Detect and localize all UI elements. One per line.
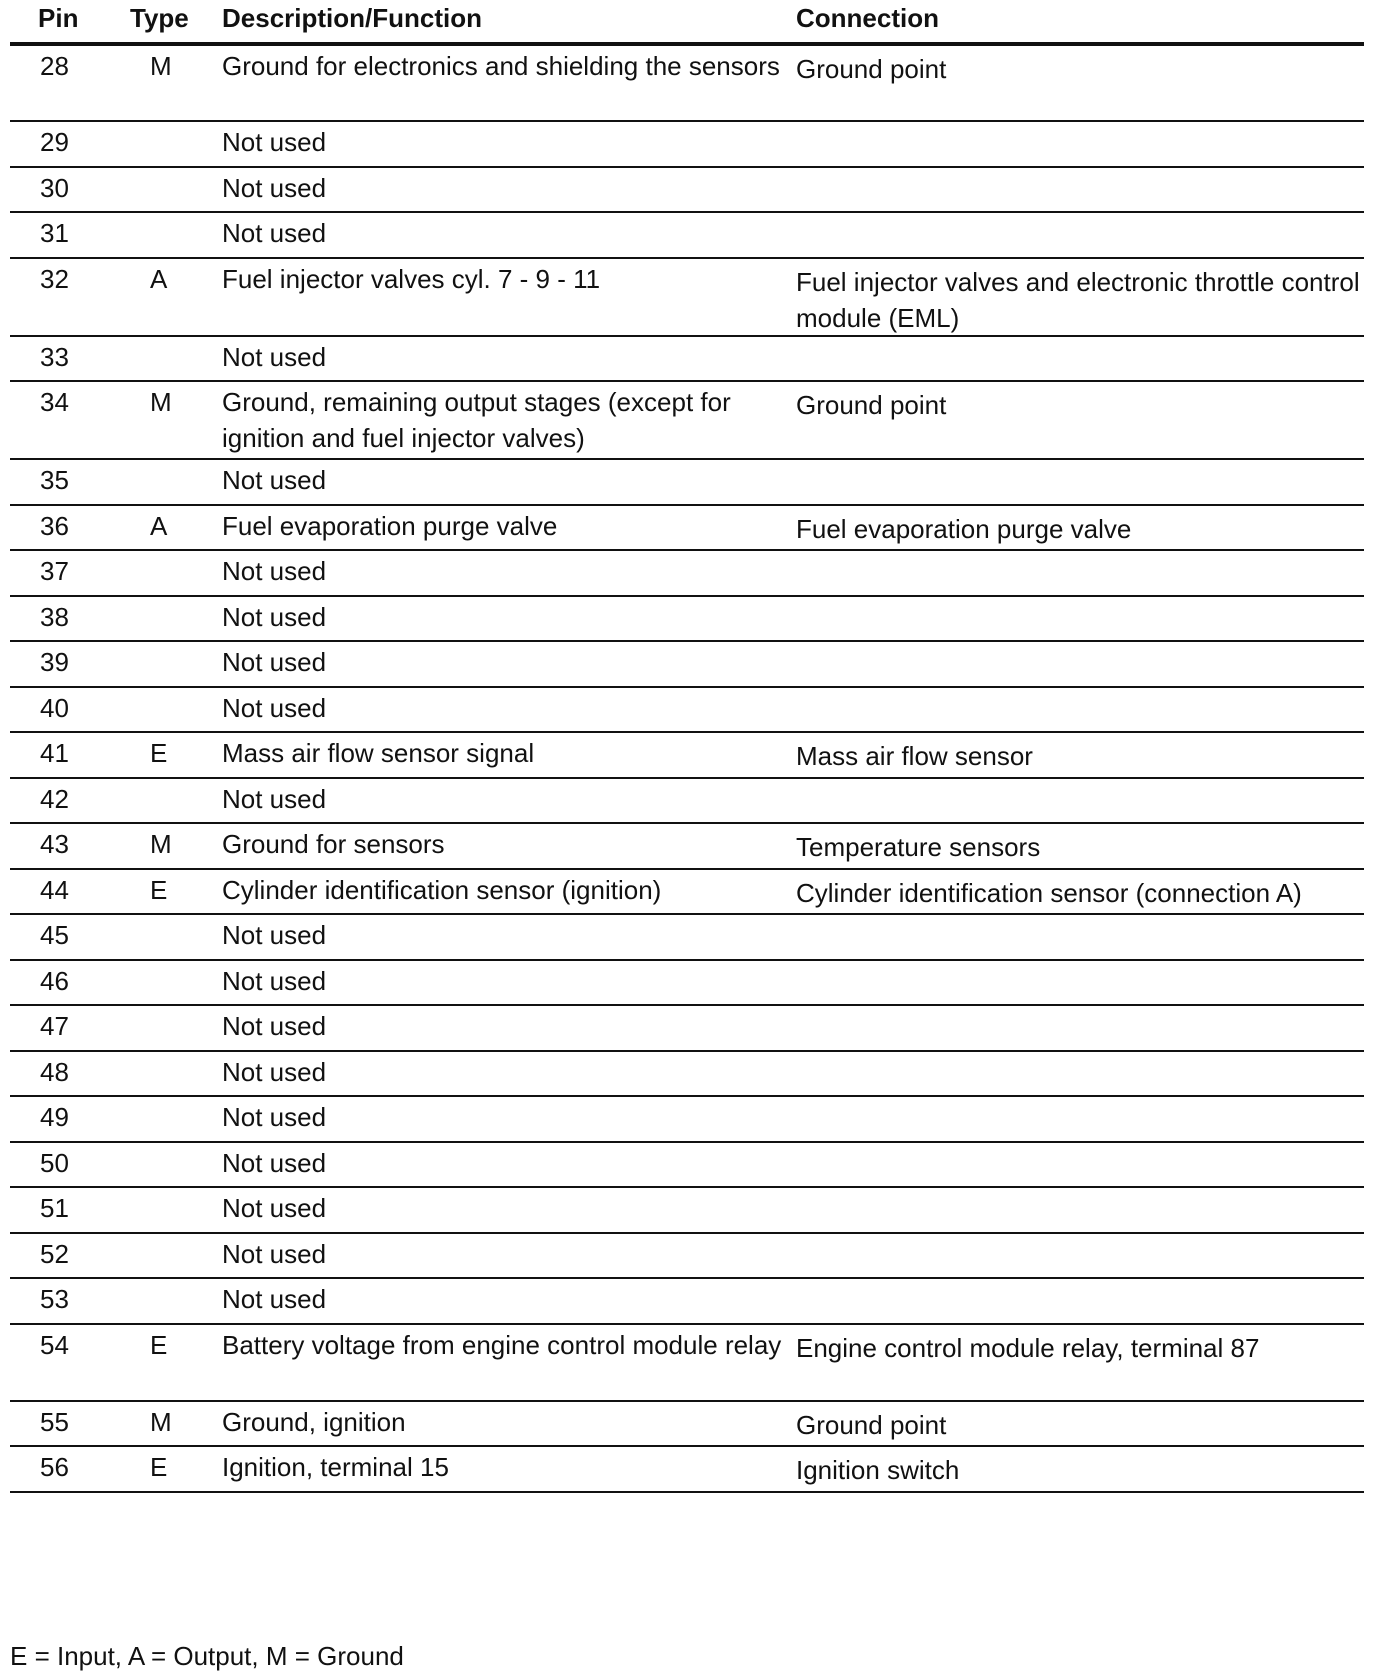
description-cell: Not used <box>222 783 327 814</box>
table-row <box>10 642 1364 688</box>
description-cell: Ground, ignition <box>222 1406 406 1437</box>
table-row <box>10 259 1364 337</box>
table-row <box>10 46 1364 122</box>
pin-cell: 46 <box>40 965 69 996</box>
description-cell: Not used <box>222 1238 327 1269</box>
pin-cell: 53 <box>40 1284 69 1314</box>
header-type: Type <box>130 3 189 33</box>
description-cell: Not used <box>222 556 327 586</box>
table-row <box>10 1402 1364 1448</box>
description-cell: Mass air flow sensor signal <box>222 738 535 768</box>
type-cell: E <box>150 874 168 905</box>
pin-cell: 50 <box>40 1147 69 1178</box>
connection-cell: Ground point <box>796 390 947 420</box>
description-cell: Not used <box>222 920 327 950</box>
description-cell: Ground, remaining output stages (except for ignition and fuel injector valves) <box>222 387 731 453</box>
table-row <box>10 1447 1364 1493</box>
connection-cell: Fuel injector valves and electronic throttle control module (EML) <box>796 266 1360 333</box>
description-cell: Ground for electronics and shielding the sensors <box>222 51 780 81</box>
table-row <box>10 1006 1364 1052</box>
description-cell: Not used <box>222 601 327 632</box>
table-row <box>10 1325 1364 1402</box>
legend: E = Input, A = Output, M = Ground <box>10 1641 404 1671</box>
description-cell: Not used <box>222 1056 327 1087</box>
connection-cell: Cylinder identification sensor (connection A) <box>796 877 1302 908</box>
table-row <box>10 551 1364 597</box>
description-cell: Fuel injector valves cyl. 7 - 9 - 11 <box>222 263 601 294</box>
description-cell: Not used <box>222 1147 327 1178</box>
pin-cell: 32 <box>40 263 69 294</box>
connection-cell: Fuel evaporation purge valve <box>796 513 1132 544</box>
pin-cell: 29 <box>40 127 69 157</box>
type-cell: A <box>150 263 168 294</box>
description-cell: Not used <box>222 127 327 157</box>
table-row <box>10 1188 1364 1234</box>
pin-cell: 56 <box>40 1452 69 1482</box>
pin-cell: 30 <box>40 172 69 203</box>
description-cell: Not used <box>222 692 327 723</box>
description-cell: Fuel evaporation purge valve <box>222 510 558 541</box>
table-body <box>10 46 1364 1493</box>
pin-cell: 45 <box>40 920 69 950</box>
description-cell: Not used <box>222 218 327 248</box>
header-connection: Connection <box>796 3 939 33</box>
connection-cell: Ignition switch <box>796 1455 960 1485</box>
type-cell: M <box>150 51 172 81</box>
pin-cell: 31 <box>40 218 69 248</box>
table-row <box>10 122 1364 168</box>
pin-cell: 49 <box>40 1102 69 1132</box>
connection-cell: Mass air flow sensor <box>796 741 1033 771</box>
description-cell: Not used <box>222 1011 327 1041</box>
description-cell: Not used <box>222 465 327 495</box>
pin-cell: 52 <box>40 1238 69 1269</box>
type-cell: E <box>150 1329 168 1360</box>
table-row <box>10 506 1364 552</box>
description-cell: Not used <box>222 1102 327 1132</box>
connection-cell: Temperature sensors <box>796 832 1041 862</box>
pin-cell: 42 <box>40 783 69 814</box>
pin-cell: 51 <box>40 1193 69 1223</box>
header-pin: Pin <box>38 3 79 33</box>
table-row <box>10 870 1364 916</box>
description-cell: Battery voltage from engine control module relay <box>222 1329 782 1360</box>
pin-cell: 36 <box>40 510 69 541</box>
description-cell: Not used <box>222 965 327 996</box>
type-cell: A <box>150 510 168 541</box>
table-row <box>10 824 1364 870</box>
pin-cell: 41 <box>40 738 69 768</box>
description-cell: Not used <box>222 172 327 203</box>
type-cell: E <box>150 738 168 768</box>
table-row <box>10 382 1364 460</box>
pin-cell: 43 <box>40 829 69 859</box>
table-row <box>10 733 1364 779</box>
pin-cell: 37 <box>40 556 69 586</box>
connection-cell: Engine control module relay, terminal 87 <box>796 1332 1260 1363</box>
pin-cell: 35 <box>40 465 69 495</box>
description-cell: Ignition, terminal 15 <box>222 1452 449 1482</box>
description-cell: Cylinder identification sensor (ignition) <box>222 874 662 905</box>
pin-cell: 40 <box>40 692 69 723</box>
table-row <box>10 1052 1364 1098</box>
pin-cell: 33 <box>40 341 69 372</box>
connection-cell: Ground point <box>796 1409 947 1440</box>
pin-cell: 39 <box>40 647 69 677</box>
type-cell: M <box>150 1406 172 1437</box>
table-row <box>10 1279 1364 1325</box>
table-row <box>10 961 1364 1007</box>
table-row <box>10 779 1364 825</box>
table-row <box>10 337 1364 383</box>
table-row <box>10 1143 1364 1189</box>
pin-cell: 48 <box>40 1056 69 1087</box>
table-row <box>10 1234 1364 1280</box>
description-cell: Not used <box>222 647 327 677</box>
header-description: Description/Function <box>222 3 482 33</box>
table-row <box>10 213 1364 259</box>
table-row <box>10 1097 1364 1143</box>
pin-cell: 55 <box>40 1406 69 1437</box>
type-cell: E <box>150 1452 168 1482</box>
pin-cell: 28 <box>40 51 69 81</box>
description-cell: Not used <box>222 341 327 372</box>
table-header <box>10 0 1364 46</box>
table-row <box>10 460 1364 506</box>
description-cell: Not used <box>222 1284 327 1314</box>
table-row <box>10 915 1364 961</box>
description-cell: Not used <box>222 1193 327 1223</box>
type-cell: M <box>150 829 172 859</box>
pin-cell: 38 <box>40 601 69 632</box>
table-row <box>10 688 1364 734</box>
type-cell: M <box>150 387 172 417</box>
pin-cell: 34 <box>40 387 69 417</box>
connection-cell: Ground point <box>796 54 947 84</box>
description-cell: Ground for sensors <box>222 829 445 859</box>
pin-cell: 54 <box>40 1329 69 1360</box>
table-row <box>10 168 1364 214</box>
table-row <box>10 597 1364 643</box>
pin-cell: 47 <box>40 1011 69 1041</box>
pin-cell: 44 <box>40 874 69 905</box>
